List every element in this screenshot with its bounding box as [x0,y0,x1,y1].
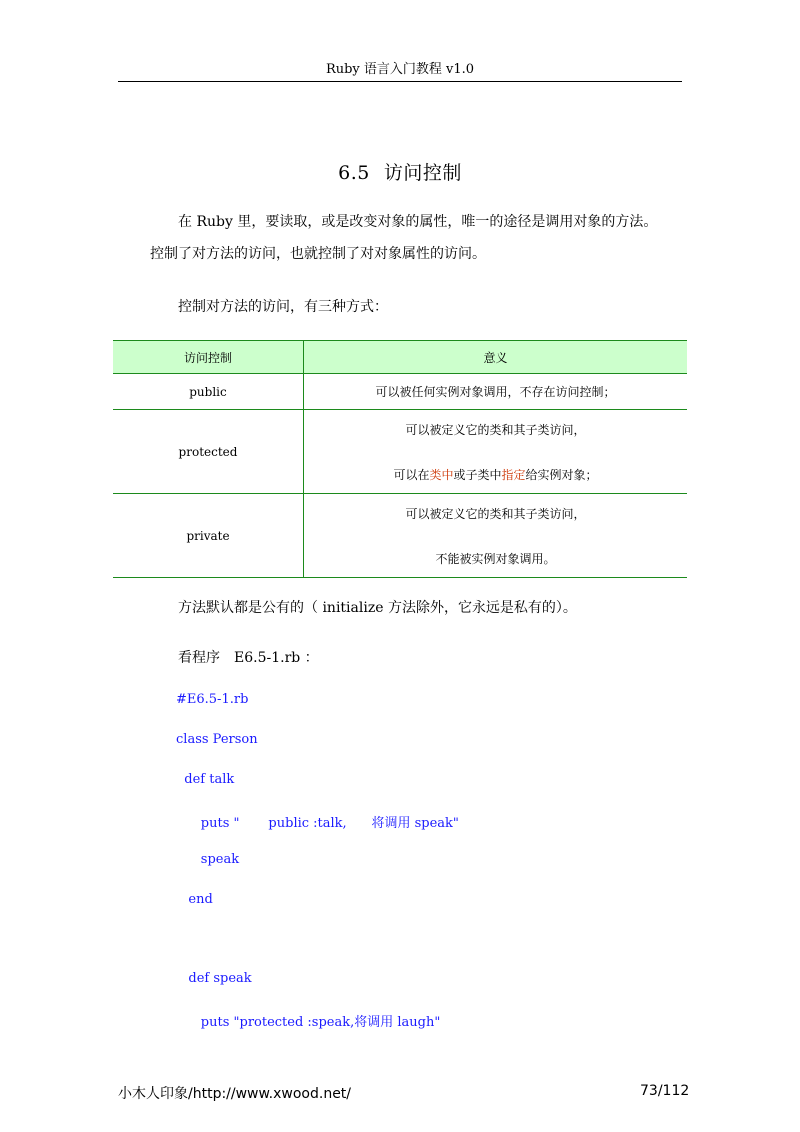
section-number: 6.5 [338,162,370,184]
code-line: puts " public :talk, 将调用 speak" [176,816,459,831]
access-control-table [113,340,687,578]
table-cell-meaning [304,494,688,578]
text-span: 可以在 [393,467,430,482]
code-line: #E6.5-1.rb [176,692,249,707]
highlight-span: 类中 [429,467,454,482]
meaning-line: 可以被定义它的类和其子类访问， [405,506,586,521]
table-cell-name: public [113,374,304,410]
text-span: 或子类中 [453,467,502,482]
intro-line-1: 在 Ruby 里，要读取，或是改变对象的属性，唯一的途径是调用对象的方法。 [178,214,658,230]
table-row [113,374,687,410]
code-line: speak [176,852,240,867]
intro-line-2: 控制了对方法的访问，也就控制了对对象属性的访问。 [150,246,486,262]
default-note: 方法默认都是公有的（ initialize 方法除外，它永远是私有的）。 [178,600,577,616]
footer-source: 小木人印象/http://www.xwood.net/ [118,1086,352,1102]
meaning-line: 不能被实例对象调用。 [435,551,556,566]
table-header-cell: 访问控制 [113,341,304,374]
ways-text: 控制对方法的访问，有三种方式： [178,299,388,315]
meaning-line: 可以被定义它的类和其子类访问， [405,422,586,437]
section-title [0,158,800,185]
code-line: def speak [176,971,252,986]
highlight-span: 指定 [501,467,526,482]
text-span: 给实例对象； [525,467,598,482]
code-line: end [176,892,213,907]
table-row [113,494,687,578]
table-header-row [113,341,687,374]
code-line: class Person [176,732,258,747]
table-cell-meaning: 可以被任何实例对象调用，不存在访问控制； [304,374,688,410]
see-program: 看程序 E6.5-1.rb ： [178,650,319,666]
section-heading: 访问控制 [383,162,462,184]
intro-paragraph [150,206,690,270]
table-header-cell: 意义 [304,341,688,374]
code-line: def talk [176,772,235,787]
table-cell-name: protected [113,410,304,494]
table-row [113,410,687,494]
meaning-line [305,466,686,483]
page-number: 73/112 [640,1083,690,1099]
code-line: puts "protected :speak,将调用 laugh" [176,1015,441,1030]
page-header: Ruby 语言入门教程 v1.0 [118,62,682,82]
table-cell-meaning [304,410,688,494]
table-cell-name: private [113,494,304,578]
